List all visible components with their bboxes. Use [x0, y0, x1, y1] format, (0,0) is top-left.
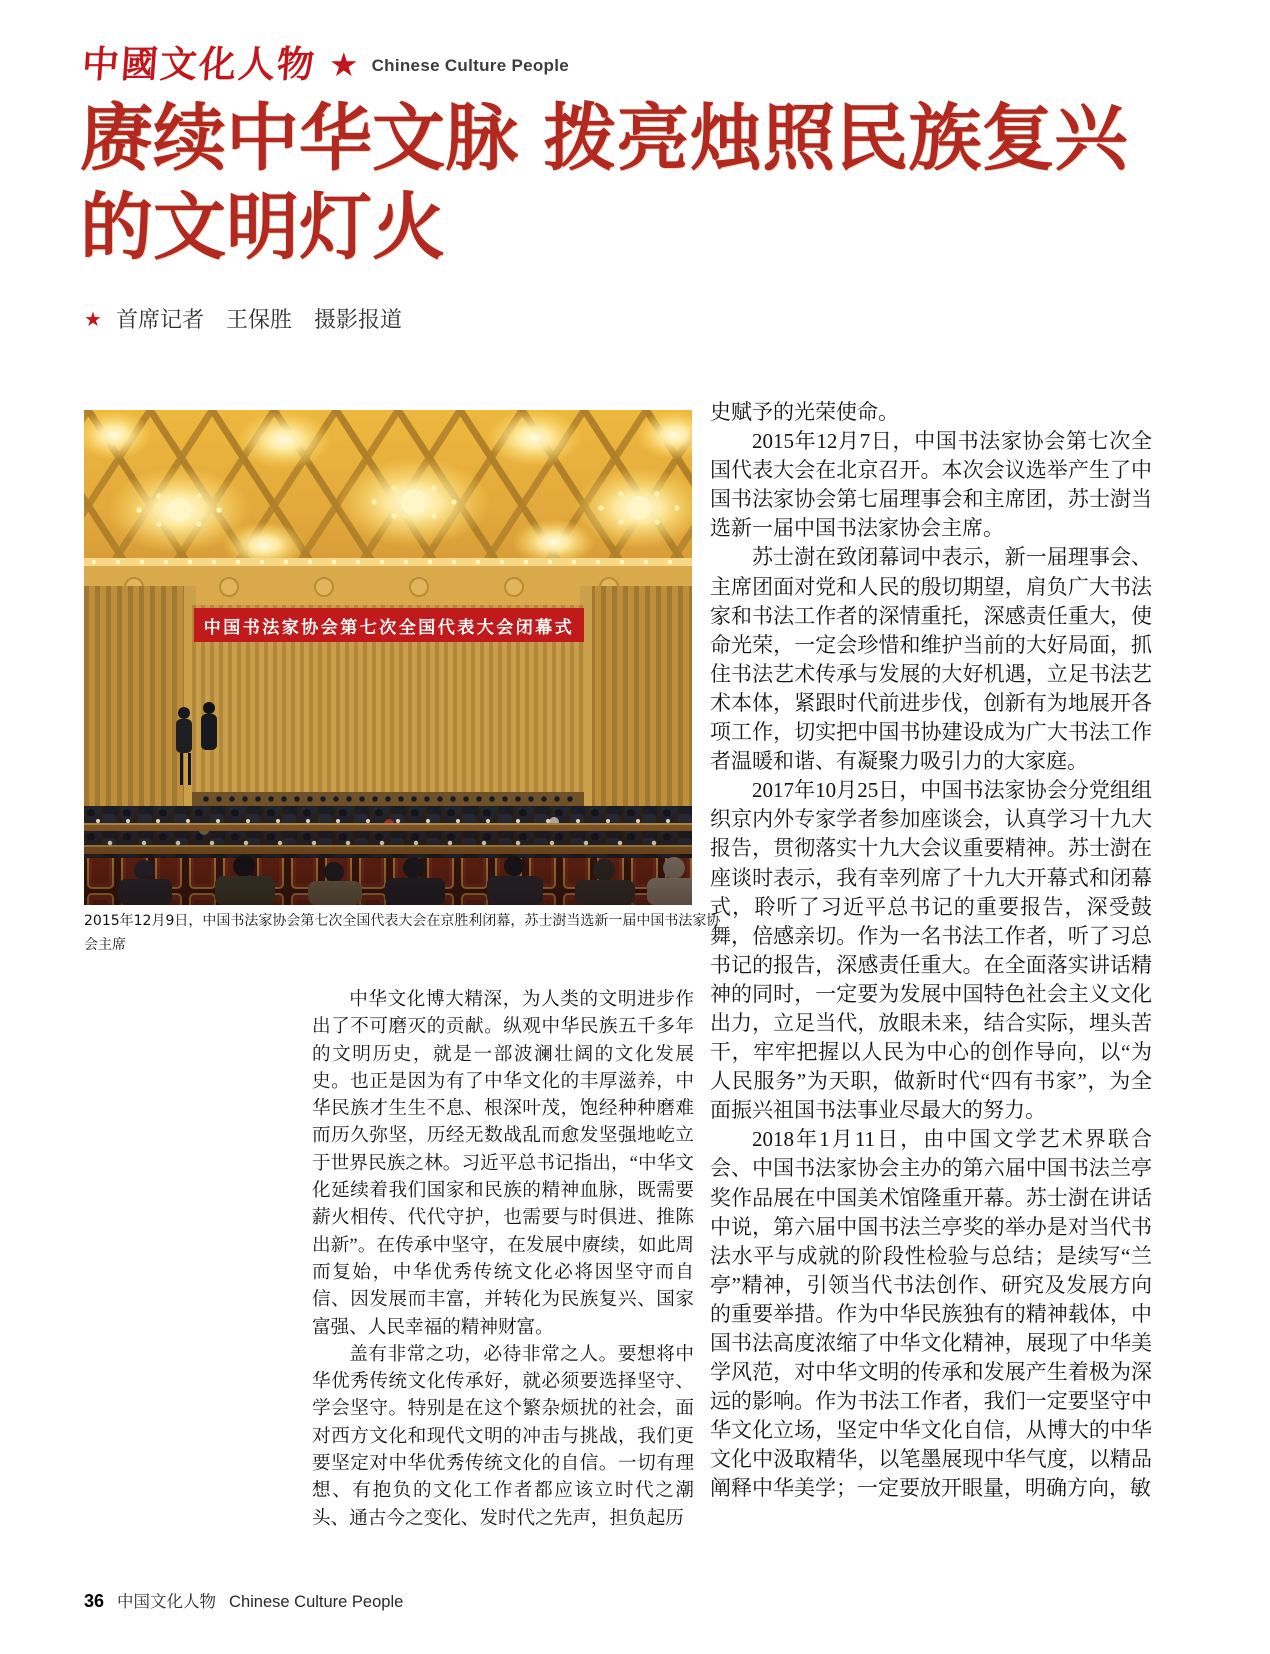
article-column-left: [312, 986, 694, 1532]
byline-text: 首席记者 王保胜 摄影报道: [115, 308, 402, 333]
paragraph: 苏士澍在致闭幕词中表示，新一届理事会、主席团面对党和人民的殷切期望，肩负广大书法家和书法工作者的深情重托，深感责任重大，使命光荣，一定会珍惜和维护当前的大好局面，抓住书法艺术传承与发展的大好机遇，立足书法艺术本体，紧跟时代前进步伐，创新有为地展开各项工作，切实把中国书协建设成为广大书法工作者温暖和谐、有凝聚力吸引力的大家庭。: [710, 545, 1152, 774]
article-column-right: [710, 398, 1152, 1504]
conference-hall-illustration: [84, 410, 692, 905]
paragraph: 2017年10月25日，中国书法家协会分党组组织京内外专家学者参加座谈会，认真学习十九大报告，贯彻落实十九大会议重要精神。苏士澍在座谈时表示，我有幸列席了十九大开幕式和闭幕式，聆听了习近平总书记的重要报告，深受鼓舞，倍感亲切。作为一名书法工作者，听了习总书记的报告，深感责任重大。在全面落实讲话精神的同时，一定要为发展中国特色社会主义文化出力，立足当代，放眼未来，结合实际，埋头苦干，牢牢把握以人民为中心的创作导向，以“为人民服务”为天职，做新时代“四有书家”，为全面振兴祖国书法事业尽最大的努力。: [710, 778, 1152, 1123]
footer-magazine-cn: 中国文化人物: [117, 1593, 217, 1611]
conference-photo: [84, 410, 692, 905]
star-icon: ★: [84, 306, 102, 331]
magazine-logo-english: Chinese Culture People: [371, 56, 570, 75]
paragraph: 2018年1月11日，由中国文学艺术界联合会、中国书法家协会主办的第六届中国书法兰亭奖作品展在中国美术馆隆重开幕。苏士澍在讲话中说，第六届中国书法兰亭奖的举办是对当代书法水平与成就的阶段性检验与总结；是续写“兰亭”精神，引领当代书法创作、研究及发展方向的重要举措。作为中华民族独有的精神载体，中国书法高度浓缩了中华文化精神，展现了中华美学风范，对中华文明的传承和发展产生着极为深远的影响。作为书法工作者，我们一定要坚守中华文化立场，坚定中华文化自信，从博大的中华文化中汲取精华，以笔墨展现中华气度，以精品阐释中华美学；一定要放开眼量，明确方向，敏: [710, 1127, 1152, 1501]
caption-line: 会主席: [84, 937, 126, 953]
photo-banner: 中国书法家协会第七次全国代表大会闭幕式: [194, 608, 584, 642]
paragraph: 2015年12月7日，中国书法家协会第七次全国代表大会在北京召开。本次会议选举产生了中国书法家协会第七届理事会和主席团，苏士澍当选新一届中国书法家协会主席。: [710, 429, 1152, 541]
page-footer: [84, 1588, 403, 1612]
page-title: 赓续中华文脉 拨亮烛照民族复兴的文明灯火: [80, 96, 1128, 270]
masthead: [82, 44, 569, 84]
caption-line: 2015年12月9日，中国书法家协会第七次全国代表大会在京胜利闭幕，苏士澍当选新一届中国书法家协: [84, 913, 721, 929]
paragraph: 盖有非常之功，必待非常之人。要想将中华优秀传统文化传承好，就必须要选择坚守、学会坚守。特别是在这个繁杂烦扰的社会，面对西方文化和现代文明的冲击与挑战，我们更要坚定对中华优秀传统文化的自信。一切有理想、有抱负的文化工作者都应该立时代之潮头、通古今之变化、发时代之先声，担负起历: [312, 1343, 694, 1529]
page-number: 36: [84, 1591, 105, 1611]
magazine-logo-chinese: 中國文化人物: [80, 42, 318, 86]
paragraph: 中华文化博大精深，为人类的文明进步作出了不可磨灭的贡献。纵观中华民族五千多年的文明历史，就是一部波澜壮阔的文化发展史。也正是因为有了中华文化的丰厚滋养，中华民族才生生不息、根深叶茂，饱经种种磨难而历久弥坚，历经无数战乱而愈发坚强地屹立于世界民族之林。习近平总书记指出，“中华文化延续着我们国家和民族的精神血脉，既需要薪火相传、代代守护，也需要与时俱进、推陈出新”。在传承中坚守，在发展中赓续，如此周而复始，中华优秀传统文化必将因坚守而自信、因发展而丰富，并转化为民族复兴、国家富强、人民幸福的精神财富。: [312, 989, 694, 1338]
byline: [84, 303, 402, 334]
paragraph: 史赋予的光荣使命。: [710, 400, 899, 424]
footer-magazine-en: Chinese Culture People: [229, 1593, 404, 1611]
photo-caption: [84, 909, 764, 957]
star-icon: ★: [329, 44, 359, 84]
